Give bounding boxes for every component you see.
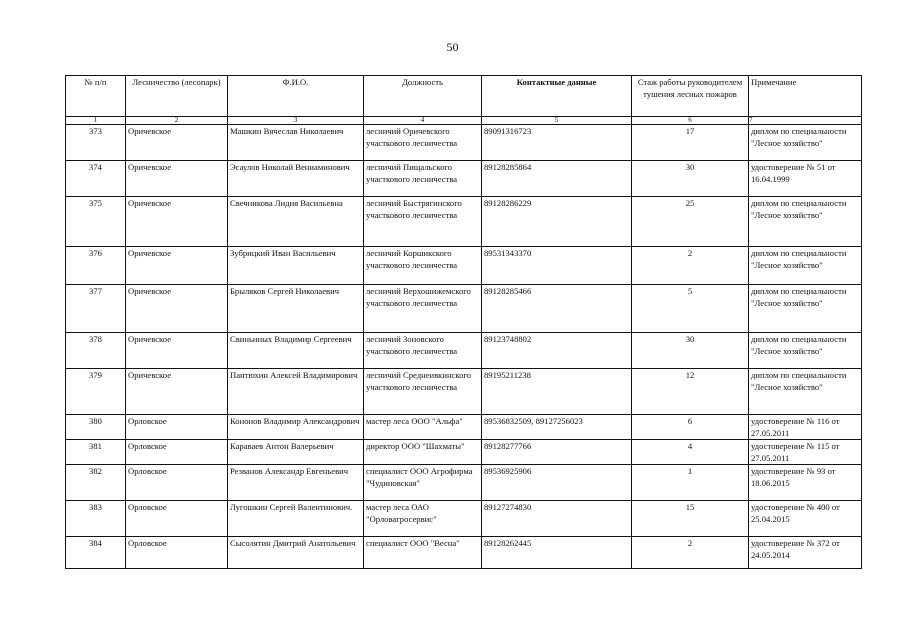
cell-name: Машкин Вячеслав Николаевич — [228, 125, 364, 161]
cell-num: 377 — [66, 285, 126, 333]
cell-num: 384 — [66, 537, 126, 569]
column-number: 1 — [66, 117, 126, 125]
table-row — [66, 197, 862, 247]
cell-note: удостоверение № 115 от 27.05.2011 — [749, 440, 862, 465]
cell-forestry: Орловское — [126, 440, 228, 465]
table-row — [66, 537, 862, 569]
cell-note: удостоверение № 372 от 24.05.2014 — [749, 537, 862, 569]
cell-experience: 30 — [632, 161, 749, 197]
cell-name: Караваев Антон Валерьевич — [228, 440, 364, 465]
cell-contacts: 89195211238 — [482, 369, 632, 415]
table-row — [66, 369, 862, 415]
table-row — [66, 161, 862, 197]
cell-name: Эсаулов Николай Вениаминович — [228, 161, 364, 197]
cell-note: диплом по специальности "Лесное хозяйство" — [749, 197, 862, 247]
cell-num: 383 — [66, 501, 126, 537]
cell-position: специалист ООО Агрофирма "Чудиновская" — [364, 465, 482, 501]
cell-name: Пантюхин Алексей Владимирович — [228, 369, 364, 415]
cell-experience: 6 — [632, 415, 749, 440]
cell-contacts: 89128285466 — [482, 285, 632, 333]
cell-forestry: Орловское — [126, 537, 228, 569]
header-name: Ф.И.О. — [228, 76, 364, 117]
column-number: 7 — [749, 117, 862, 125]
cell-forestry: Оричевское — [126, 125, 228, 161]
cell-position: лесничий Зоновского участкового лесничества — [364, 333, 482, 369]
cell-forestry: Оричевское — [126, 197, 228, 247]
cell-note: диплом по специальности "Лесное хозяйство" — [749, 285, 862, 333]
cell-position: лесничий Верхошижемского участкового лесничества — [364, 285, 482, 333]
cell-experience: 17 — [632, 125, 749, 161]
table-row — [66, 125, 862, 161]
cell-contacts: 89536832509, 89127256023 — [482, 415, 632, 440]
table-row — [66, 440, 862, 465]
page-number: 50 — [446, 40, 459, 54]
cell-experience: 2 — [632, 537, 749, 569]
cell-num: 373 — [66, 125, 126, 161]
header-experience: Стаж работы руководителем тушения лесных пожаров — [632, 76, 749, 117]
table-row — [66, 247, 862, 285]
cell-forestry: Орловское — [126, 501, 228, 537]
cell-position: мастер леса ООО "Альфа" — [364, 415, 482, 440]
cell-note: диплом по специальности "Лесное хозяйство" — [749, 333, 862, 369]
cell-experience: 15 — [632, 501, 749, 537]
table-row — [66, 465, 862, 501]
cell-experience: 2 — [632, 247, 749, 285]
cell-num: 381 — [66, 440, 126, 465]
cell-note: удостоверение № 51 от 16.04.1999 — [749, 161, 862, 197]
cell-contacts: 89123748802 — [482, 333, 632, 369]
cell-note: удостоверение № 116 от 27.05.2011 — [749, 415, 862, 440]
cell-name: Брыляков Сергей Николаевич — [228, 285, 364, 333]
cell-name: Зубрицкий Иван Васильевич — [228, 247, 364, 285]
column-number: 2 — [126, 117, 228, 125]
cell-experience: 5 — [632, 285, 749, 333]
cell-experience: 4 — [632, 440, 749, 465]
column-number: 3 — [228, 117, 364, 125]
cell-name: Кононов Владимир Александрович — [228, 415, 364, 440]
cell-note: удостоверение № 400 от 25.04.2015 — [749, 501, 862, 537]
cell-contacts: 89128286229 — [482, 197, 632, 247]
cell-position: лесничий Оричевского участкового лесничества — [364, 125, 482, 161]
column-number: 4 — [364, 117, 482, 125]
cell-contacts: 89531343370 — [482, 247, 632, 285]
cell-contacts: 89091316723 — [482, 125, 632, 161]
cell-experience: 1 — [632, 465, 749, 501]
cell-num: 376 — [66, 247, 126, 285]
cell-position: лесничий Коршикского участкового лесничества — [364, 247, 482, 285]
cell-position: мастер леса ОАО "Орловагросервис" — [364, 501, 482, 537]
table-row — [66, 285, 862, 333]
cell-contacts: 89128277766 — [482, 440, 632, 465]
cell-forestry: Орловское — [126, 465, 228, 501]
cell-contacts: 89128285864 — [482, 161, 632, 197]
cell-name: Свиньиных Владимир Сергеевич — [228, 333, 364, 369]
cell-forestry: Оричевское — [126, 161, 228, 197]
cell-forestry: Оричевское — [126, 369, 228, 415]
header-row — [66, 76, 862, 117]
cell-name: Сысолятин Дмитрий Анатольевич — [228, 537, 364, 569]
cell-experience: 30 — [632, 333, 749, 369]
cell-forestry: Орловское — [126, 415, 228, 440]
fire-chiefs-table — [65, 75, 862, 569]
cell-num: 382 — [66, 465, 126, 501]
cell-note: диплом по специальности "Лесное хозяйство" — [749, 369, 862, 415]
cell-note: удостоверение № 93 от 18.06.2015 — [749, 465, 862, 501]
table-row — [66, 333, 862, 369]
header-num: № п/п — [66, 76, 126, 117]
table-row — [66, 415, 862, 440]
cell-name: Свечникова Лидия Васильевна — [228, 197, 364, 247]
header-note: Примечание — [749, 76, 862, 117]
header-contacts: Контактные данные — [482, 76, 632, 117]
cell-num: 379 — [66, 369, 126, 415]
column-number: 5 — [482, 117, 632, 125]
cell-num: 375 — [66, 197, 126, 247]
column-number-row — [66, 117, 862, 125]
cell-contacts: 89536925906 — [482, 465, 632, 501]
cell-position: лесничий Среднеивкинского участкового лесничества — [364, 369, 482, 415]
cell-note: диплом по специальности "Лесное хозяйство" — [749, 125, 862, 161]
cell-contacts: 89128262445 — [482, 537, 632, 569]
cell-position: лесничий Пищальского участкового лесничества — [364, 161, 482, 197]
cell-position: специалист ООО "Весна" — [364, 537, 482, 569]
cell-forestry: Оричевское — [126, 333, 228, 369]
cell-contacts: 89127274830 — [482, 501, 632, 537]
cell-name: Лугошкин Сергей Валентинович. — [228, 501, 364, 537]
table-row — [66, 501, 862, 537]
cell-note: диплом по специальности "Лесное хозяйство" — [749, 247, 862, 285]
cell-forestry: Оричевское — [126, 285, 228, 333]
cell-experience: 25 — [632, 197, 749, 247]
cell-num: 378 — [66, 333, 126, 369]
header-forestry: Лесничество (лесопарк) — [126, 76, 228, 117]
cell-experience: 12 — [632, 369, 749, 415]
header-position: Должность — [364, 76, 482, 117]
cell-num: 380 — [66, 415, 126, 440]
cell-num: 374 — [66, 161, 126, 197]
cell-position: лесничий Быстрягинского участкового лесничества — [364, 197, 482, 247]
cell-forestry: Оричевское — [126, 247, 228, 285]
cell-name: Резванов Александр Евгеньевич — [228, 465, 364, 501]
cell-position: директор ООО "Шахматы" — [364, 440, 482, 465]
column-number: 6 — [632, 117, 749, 125]
